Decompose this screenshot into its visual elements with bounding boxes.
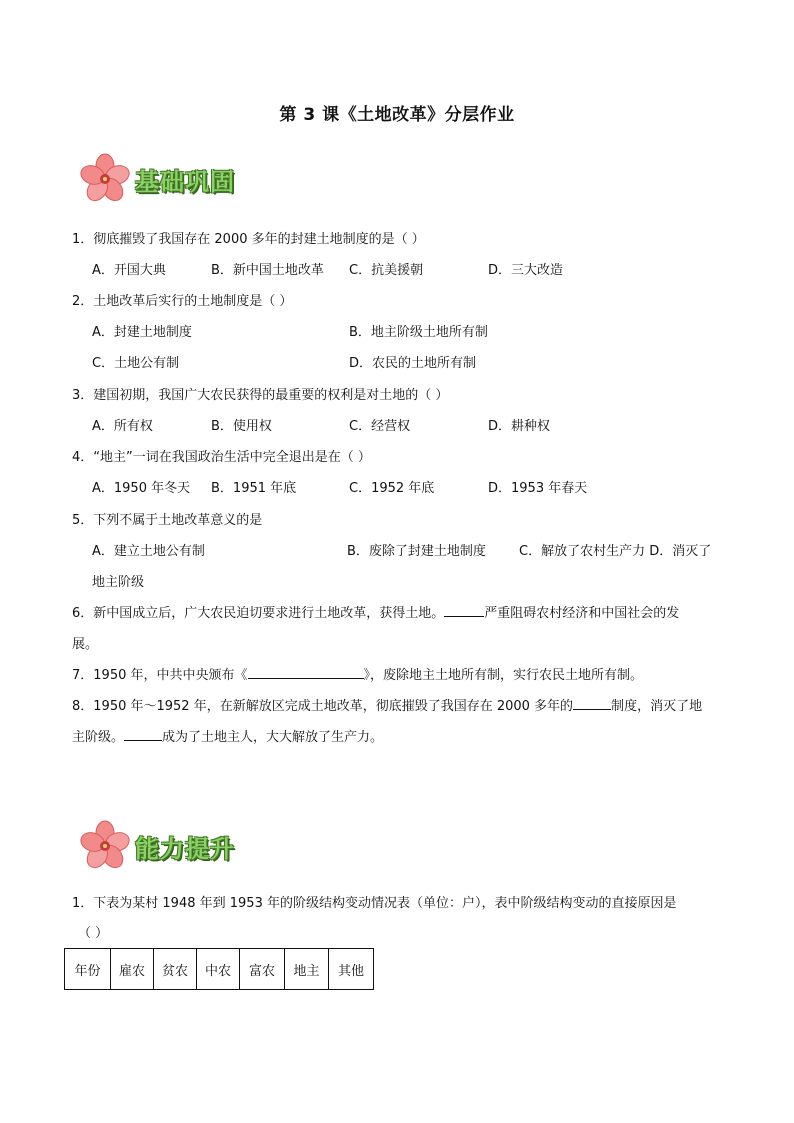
q6-text-b: 严重阻碍农村经济和中国社会的发	[484, 606, 680, 621]
q7-text-a: 7．1950 年，中共中央颁布《	[72, 668, 248, 683]
q4-option-d: D．1953 年春天	[488, 481, 588, 496]
q2-option-d: D．农民的土地所有制	[349, 356, 477, 371]
table-header-cell: 中农	[197, 949, 240, 990]
question-6-cont: 展。	[72, 637, 99, 652]
class-structure-table	[64, 948, 374, 990]
question-5: 5．下列不属于土地改革意义的是	[72, 513, 263, 528]
section-header-advanced	[75, 815, 335, 875]
question-8-cont	[72, 726, 383, 745]
table-header-cell: 雇农	[111, 949, 154, 990]
q1-option-a: A．开国大典	[92, 263, 166, 278]
q3-option-b: B．使用权	[211, 419, 272, 434]
q8-text-b: 制度，消灭了地	[611, 699, 703, 714]
question-3: 3．建国初期，我国广大农民获得的最重要的权利是对土地的（ ）	[72, 388, 449, 403]
flower-icon	[75, 815, 135, 875]
advanced-question-1-bracket: （ ）	[78, 926, 109, 941]
q2-option-c: C．土地公有制	[92, 356, 180, 371]
q5-option-b: B．废除了封建土地制度	[347, 544, 486, 559]
question-1: 1．彻底摧毁了我国存在 2000 多年的封建土地制度的是（ ）	[72, 232, 425, 247]
question-7	[72, 664, 643, 683]
question-8	[72, 695, 702, 714]
section-title-advanced: 能力提升	[135, 835, 235, 863]
q3-option-a: A．所有权	[92, 419, 153, 434]
page-title: 第 3 课《土地改革》分层作业	[279, 105, 515, 125]
q1-option-c: C．抗美援朝	[349, 263, 424, 278]
advanced-question-1: 1．下表为某村 1948 年到 1953 年的阶级结构变动情况表（单位：户），表中阶级结构变动的直接原因是	[72, 896, 677, 911]
q6-blank	[444, 604, 484, 617]
q6-text-a: 6．新中国成立后，广大农民迫切要求进行土地改革，获得土地。	[72, 606, 445, 621]
q8-blank-1	[573, 697, 611, 710]
q4-option-c: C．1952 年底	[349, 481, 435, 496]
section-title-basic: 基础巩固	[135, 168, 235, 196]
question-2: 2．土地改革后实行的土地制度是（ ）	[72, 294, 293, 309]
q4-option-b: B．1951 年底	[211, 481, 297, 496]
q7-text-b: 》，废除地主土地所有制，实行农民土地所有制。	[363, 668, 644, 683]
flower-icon	[75, 148, 135, 208]
question-4: 4．“地主”一词在我国政治生活中完全退出是在（ ）	[72, 450, 371, 465]
q5-option-a: A．建立土地公有制	[92, 544, 205, 559]
q8-text-a: 8．1950 年～1952 年，在新解放区完成土地改革，彻底摧毁了我国存在 2000 多年的	[72, 699, 574, 714]
q8-text-d: 成为了土地主人，大大解放了生产力。	[162, 730, 384, 745]
q2-option-a: A．封建土地制度	[92, 325, 192, 340]
table-header-cell: 其他	[329, 949, 374, 990]
q8-text-c: 主阶级。	[72, 730, 125, 745]
table-header-cell: 地主	[285, 949, 329, 990]
q5-option-c-d: C．解放了农村生产力 D．消灭了	[519, 544, 712, 559]
table-header-cell: 年份	[65, 949, 111, 990]
table-header-cell: 富农	[240, 949, 285, 990]
q3-option-c: C．经营权	[349, 419, 411, 434]
q4-option-a: A．1950 年冬天	[92, 481, 191, 496]
q1-option-d: D．三大改造	[488, 263, 564, 278]
q5-option-d-cont: 地主阶级	[92, 575, 145, 590]
table-header-cell: 贫农	[154, 949, 197, 990]
q3-option-d: D．耕种权	[488, 419, 551, 434]
q2-option-b: B．地主阶级土地所有制	[349, 325, 488, 340]
q1-option-b: B．新中国土地改革	[211, 263, 324, 278]
question-6	[72, 602, 679, 621]
section-header-basic	[75, 148, 335, 208]
q7-blank	[248, 666, 364, 679]
table-header-row	[65, 949, 374, 990]
q8-blank-2	[124, 728, 162, 741]
